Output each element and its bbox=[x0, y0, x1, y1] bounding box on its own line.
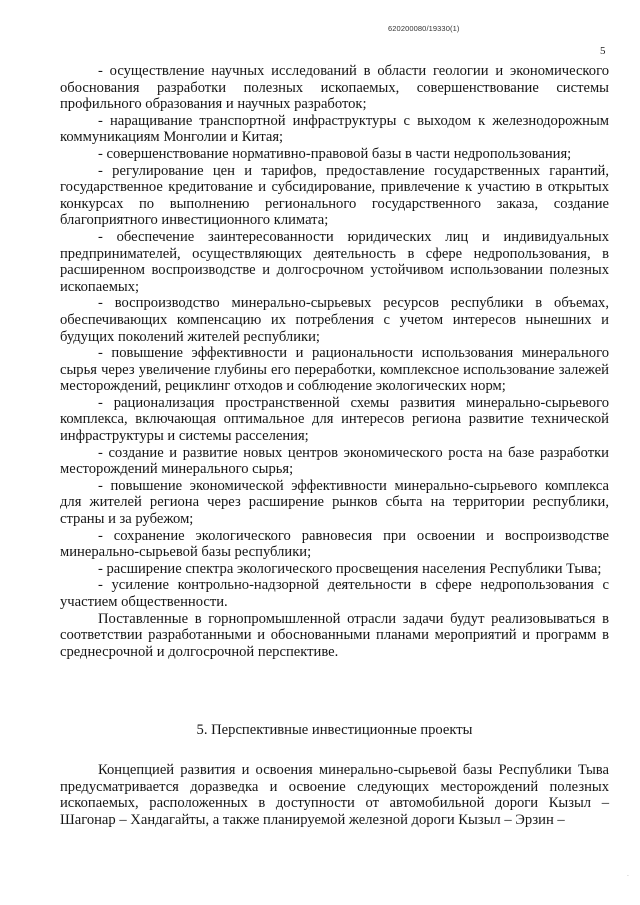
paragraph-ecology: - сохранение экологического равновесия при освоении и воспроизводстве минерально-сырьевой базы республики; bbox=[60, 527, 609, 561]
paragraph-economic-efficiency: - повышение экономической эффективности минерально-сырьевого комплекса для жителей региона через расширение рынков сбыта на территории республики, страны и за рубежом; bbox=[60, 477, 609, 528]
paragraph-tasks: Поставленные в горнопромышленной отрасли задачи будут реализовываться в соответствии разработанными и обоснованными планами мероприятий и программ в среднесрочной и долгосрочной перспективе. bbox=[60, 610, 609, 660]
paragraph-interest: - обеспечение заинтересованности юридических лиц и индивидуальных предпринимателей, осуществляющих деятельность в сфере недропользования, в расширенном воспроизводстве и долгосрочном устойчивом использовании полезных ископаемых; bbox=[60, 228, 609, 295]
paragraph-growth-centers: - создание и развитие новых центров экономического роста на базе разработки месторождений минерального сырья; bbox=[60, 444, 609, 478]
paragraph-research: - осуществление научных исследований в области геологии и экономического обоснования разработки полезных ископаемых, совершенствование системы профильного образования и научных разработок; bbox=[60, 63, 609, 113]
body-text bbox=[60, 63, 609, 660]
paragraph-legal-base: - совершенствование нормативно-правовой базы в части недропользования; bbox=[98, 145, 572, 162]
paragraph-reproduction: - воспроизводство минерально-сырьевых ресурсов республики в объемах, обеспечивающих компенсацию их потребления с учетом интересов нынешних и будущих поколений жителей республики; bbox=[60, 295, 609, 345]
section-heading: 5. Перспективные инвестиционные проекты bbox=[196, 722, 473, 738]
document-id: 620200080/19330(1) bbox=[388, 24, 460, 33]
paragraph-transport: - наращивание транспортной инфраструктуры с выходом к железнодорожным коммуникациям Монголии и Китая; bbox=[60, 112, 609, 146]
paragraph-regulation: - регулирование цен и тарифов, предоставление государственных гарантий, государственное кредитование и субсидирование, привлечение к участию в открытых конкурсах по выполнению регионального государственного заказа, создание благоприятного инвестиционного климата; bbox=[60, 162, 609, 229]
page-number: 5 bbox=[600, 45, 606, 57]
section-body bbox=[60, 762, 609, 828]
paragraph-concept: Концепцией развития и освоения минерально-сырьевой базы Республики Тыва предусматривается доразведка и освоение следующих месторождений полезных ископаемых, расположенных в доступности от автомобильной дороги Кызыл – Шагонар – Хандагайты, а также планируемой железной дороги Кызыл – Эрзин – bbox=[60, 762, 609, 828]
paragraph-control: - усиление контрольно-надзорной деятельности в сфере недропользования с участием общественности. bbox=[60, 577, 609, 610]
paragraph-education: - расширение спектра экологического просвещения населения Республики Тыва; bbox=[98, 560, 602, 577]
paragraph-efficiency: - повышение эффективности и рациональности использования минерального сырья через увеличение глубины его переработки, комплексное использование залежей месторождений, рециклинг отходов и соблюдение экологических норм; bbox=[60, 345, 609, 395]
margin-mark: · bbox=[627, 873, 629, 880]
paragraph-rationalization: - рационализация пространственной схемы развития минерально-сырьевого комплекса, включающая оптимальное для интересов региона развитие технической инфраструктуры и системы расселения; bbox=[60, 394, 609, 445]
